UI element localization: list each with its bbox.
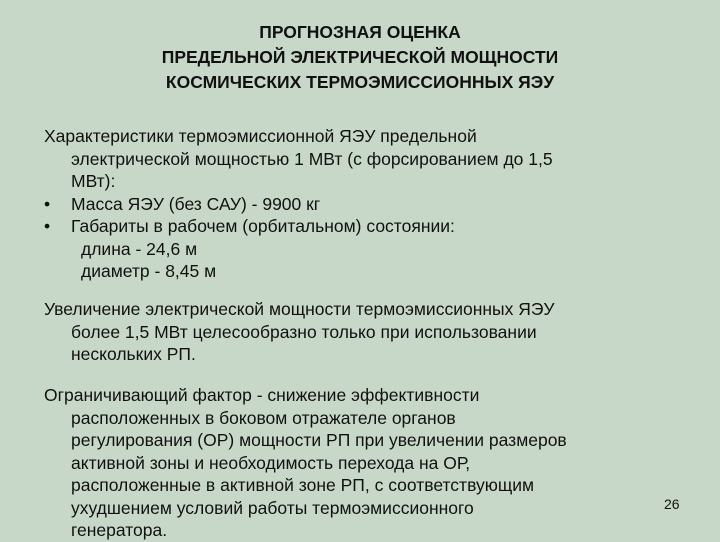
paragraph-line: расположенных в боковом отражателе органов [71, 407, 456, 428]
dimension-diameter: диаметр - 8,45 м [81, 261, 217, 281]
bullet-item-dimensions [44, 215, 553, 238]
bullet-text: Масса ЯЭУ (без САУ) - 9900 кг [71, 193, 321, 214]
paragraph-line: Ограничивающий фактор - снижение эффективности [44, 385, 480, 405]
dimension-length: длина - 24,6 м [81, 238, 198, 259]
paragraph-line: активной зоны и необходимость перехода на ОР, [71, 452, 471, 473]
limiting-factor-paragraph [44, 384, 567, 542]
bullet-text: Габариты в рабочем (орбитальном) состоянии: [71, 216, 455, 236]
bullet-marker: • [44, 216, 51, 236]
title-line-2: ПРЕДЕЛЬНОЙ ЭЛЕКТРИЧЕСКОЙ МОЩНОСТИ [161, 47, 559, 67]
paragraph-line: регулирования (ОР) мощности РП при увеличении размеров [71, 430, 567, 450]
characteristics-intro-line: электрической мощностью 1 МВт (с форсированием до 1,5 [71, 148, 553, 169]
bullet-marker: • [44, 193, 51, 214]
paragraph-line: расположенные в активной зоне РП, с соответствующим [71, 475, 535, 495]
title-line-1: ПРОГНОЗНАЯ ОЦЕНКА [259, 22, 461, 42]
characteristics-block [44, 125, 553, 283]
paragraph-line: более 1,5 МВт целесообразно только при использовании [71, 321, 537, 342]
bullet-item-mass [44, 193, 553, 216]
slide-title [0, 20, 720, 95]
power-increase-paragraph [44, 298, 555, 366]
slide-number: 26 [664, 496, 680, 512]
characteristics-intro-line: Характеристики термоэмиссионной ЯЭУ предельной [44, 126, 477, 146]
paragraph-line: Увеличение электрической мощности термоэмиссионных ЯЭУ [44, 299, 555, 319]
paragraph-line: генератора. [71, 520, 168, 540]
paragraph-line: ухудшением условий работы термоэмиссионного [71, 497, 474, 518]
paragraph-line: нескольких РП. [71, 344, 196, 364]
title-line-3: КОСМИЧЕСКИХ ТЕРМОЭМИССИОННЫХ ЯЭУ [165, 72, 555, 92]
characteristics-intro-line: МВт): [71, 171, 116, 191]
